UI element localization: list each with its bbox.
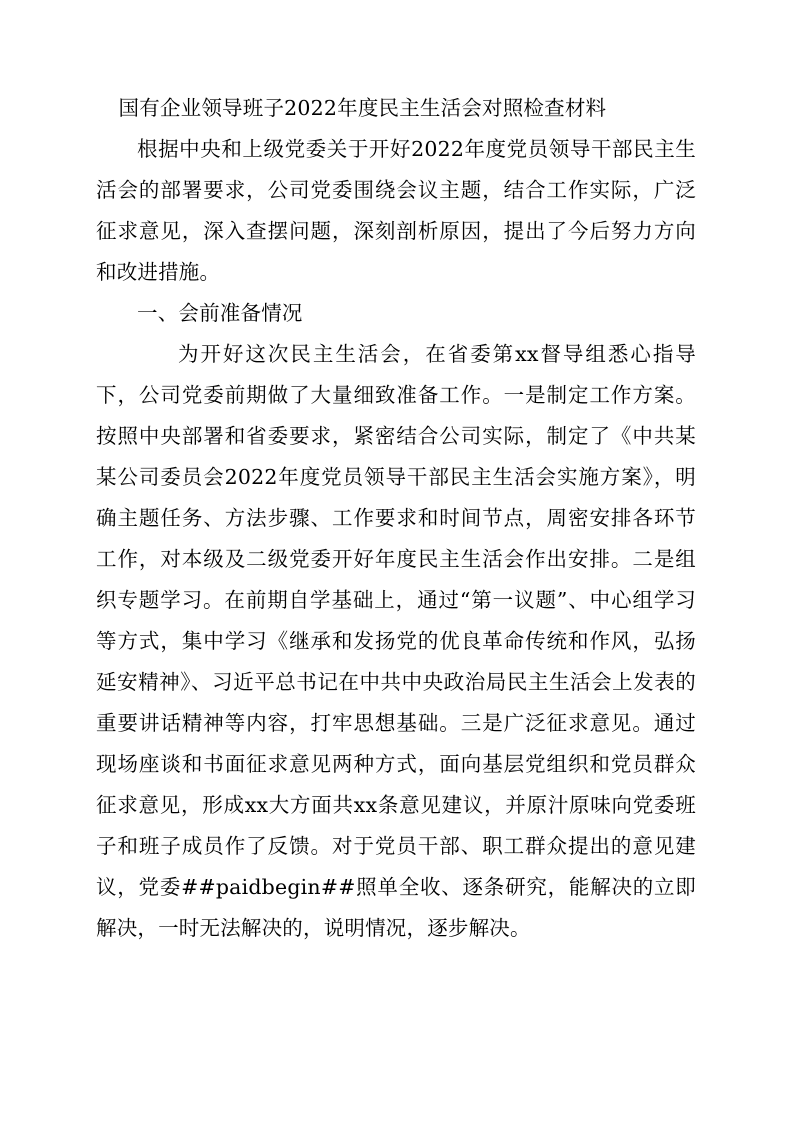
section-heading-one: 一、会前准备情况 (137, 301, 303, 325)
document-title: 国有企业领导班子2022年度民主生活会对照检查材料 (118, 96, 607, 120)
document-body (96, 88, 696, 949)
paragraph-section-one-body: 为开好这次民主生活会，在省委第xx督导组悉心指导下，公司党委前期做了大量细致准备工作。一是制定工作方案。按照中央部署和省委要求，紧密结合公司实际，制定了《中共某某公司委员会2022年度党员领导干部民主生活会实施方案》，明确主题任务、方法步骤、工作要求和时间节点，周密安排各环节工作，对本级及二级党委开好年度民主生活会作出安排。二是组织专题学习。在前期自学基础上，通过“第一议题”、中心组学习等方式，集中学习《继承和发扬党的优良革命传统和作风，弘扬延安精神》、习近平总书记在中共中央政治局民主生活会上发表的重要讲话精神等内容，打牢思想基础。三是广泛征求意见。通过现场座谈和书面征求意见两种方式，面向基层党组织和党员群众征求意见，形成xx大方面共xx条意见建议，并原汁原味向党委班子和班子成员作了反馈。对于党员干部、职工群众提出的意见建议，党委##paidbegin##照单全收、逐条研究，能解决的立即解决，一时无法解决的，说明情况，逐步解决。 (96, 342, 696, 940)
paragraph-intro: 根据中央和上级党委关于开好2022年度党员领导干部民主生活会的部署要求，公司党委围绕会议主题，结合工作实际，广泛征求意见，深入查摆问题，深刻剖析原因，提出了今后努力方向和改进措施。 (96, 137, 696, 284)
